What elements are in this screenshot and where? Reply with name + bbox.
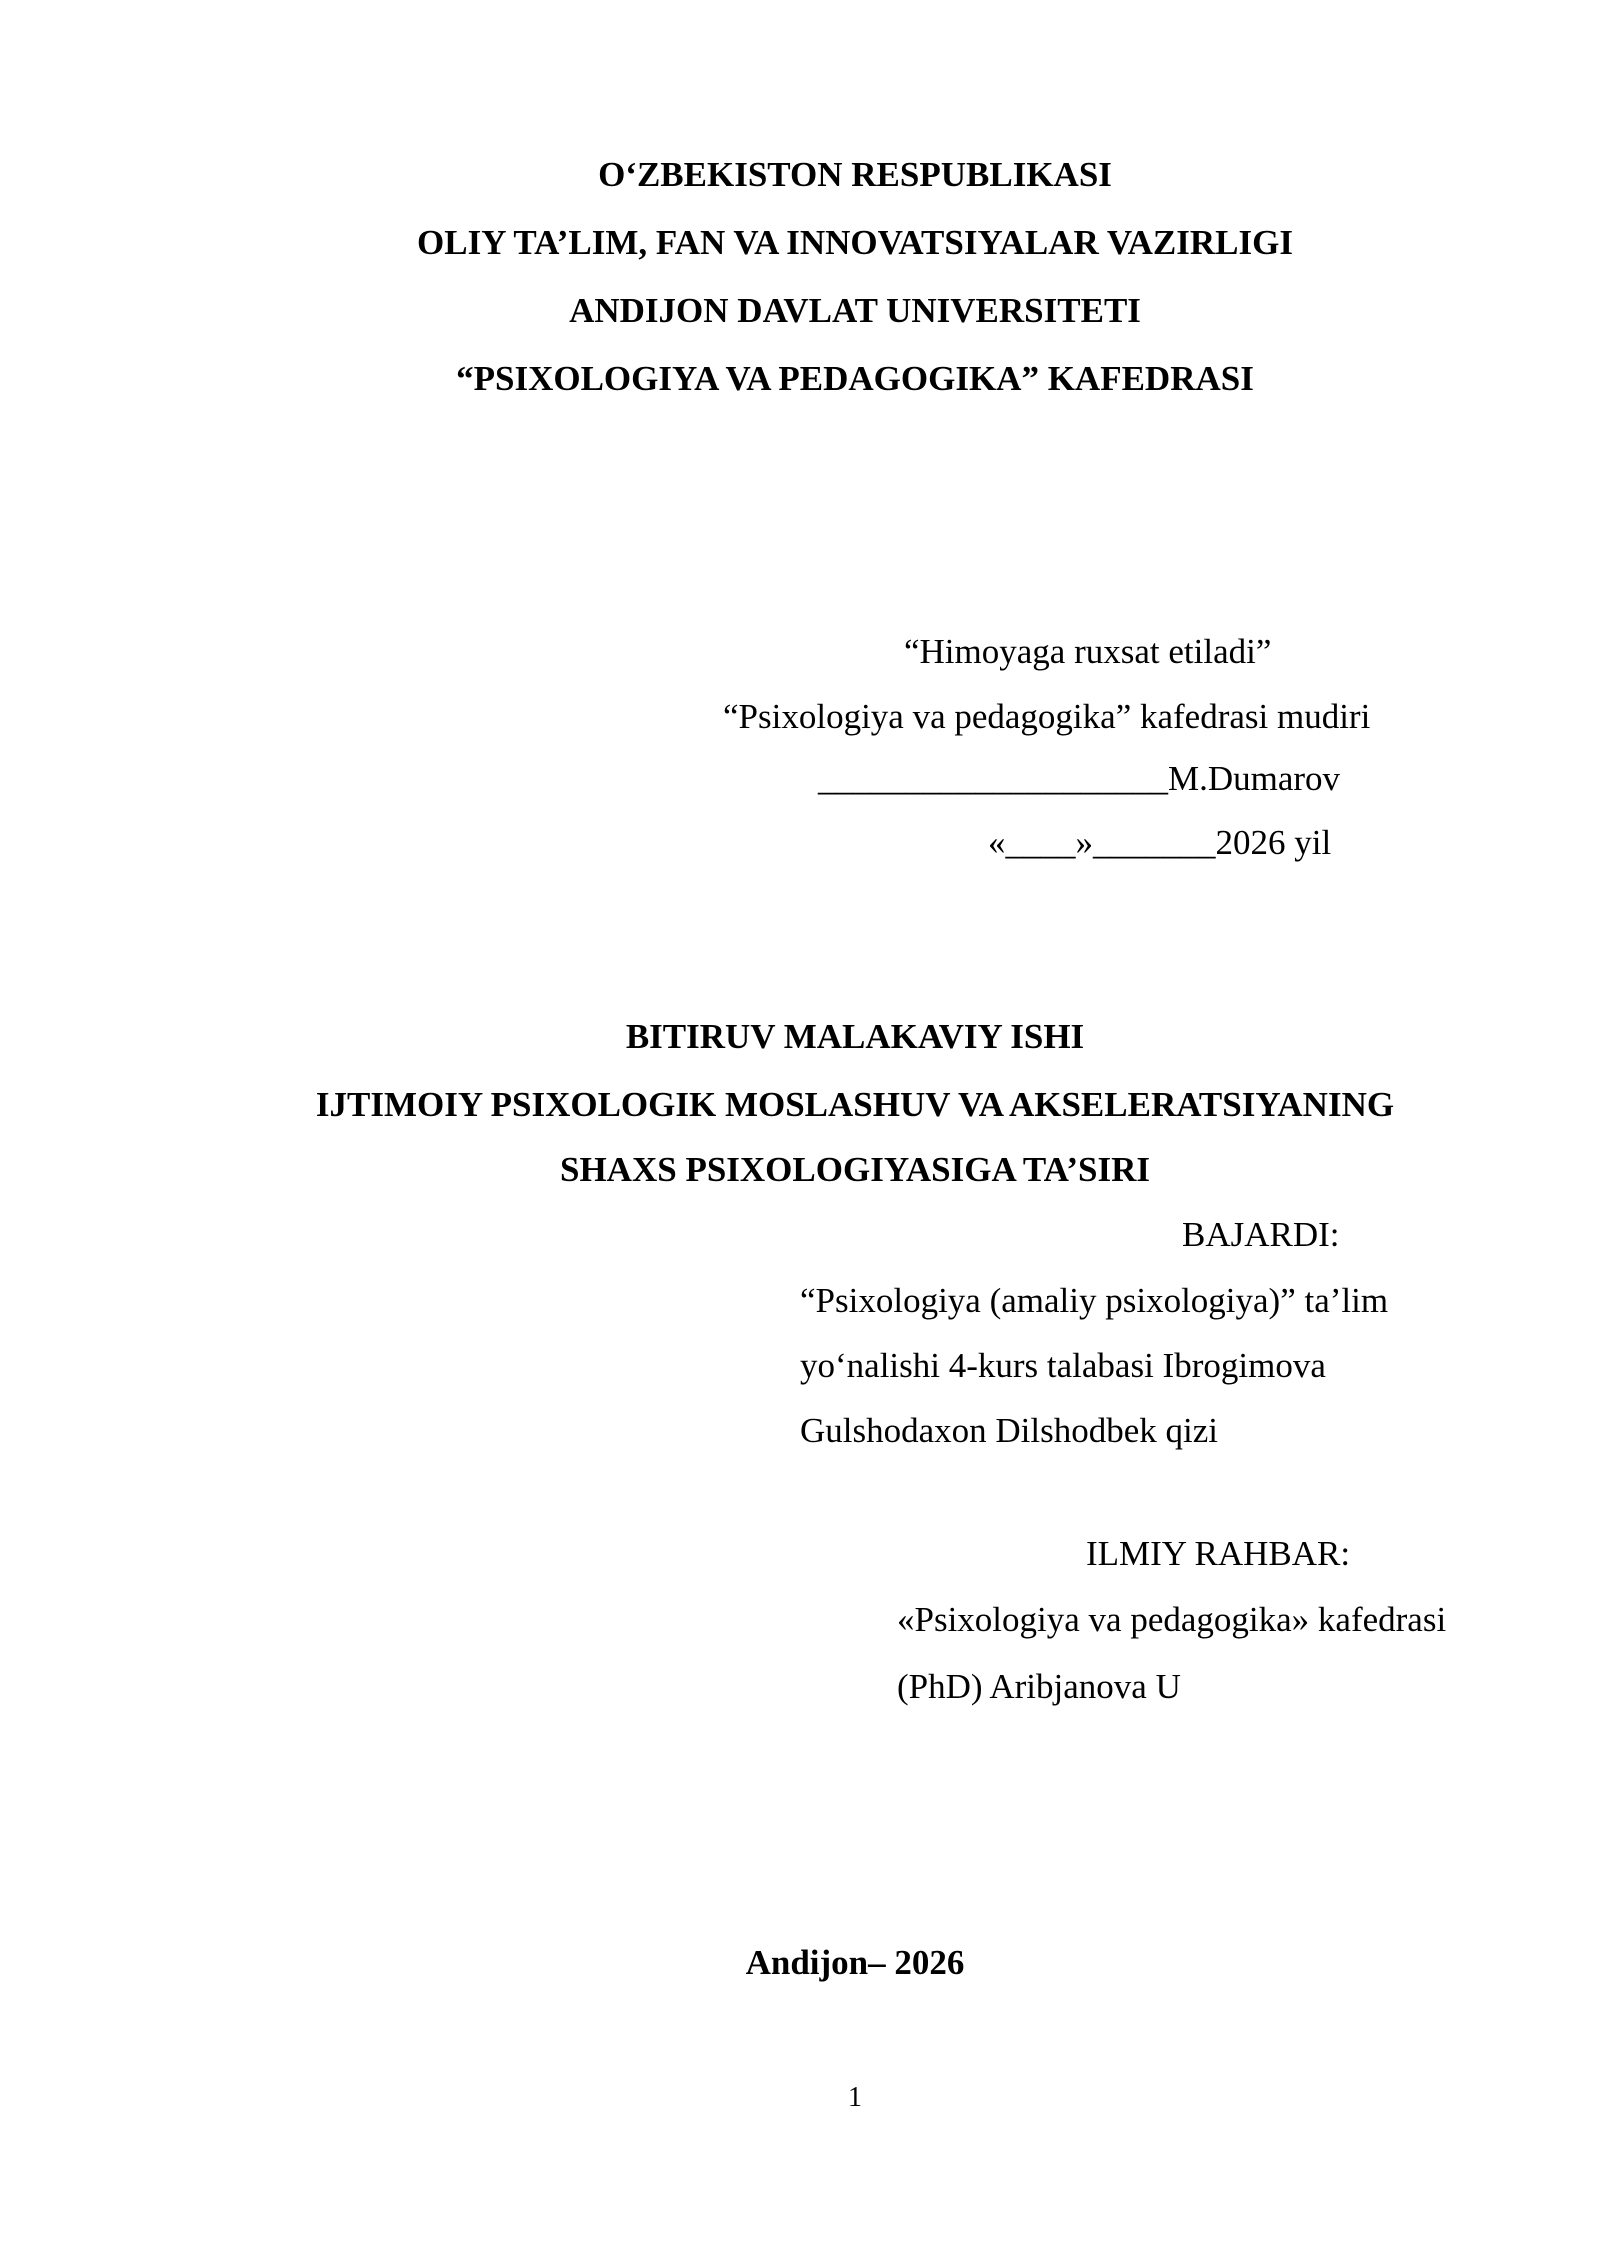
performer-line1: “Psixologiya (amaliy psixologiya)” ta’lim (800, 1281, 1389, 1320)
approval-signature-line: ____________________M.Dumarov (818, 759, 1341, 798)
thesis-type: BITIRUV MALAKAVIY ISHI (625, 1017, 1085, 1056)
approval-head-title: “Psixologiya va pedagogika” kafedrasi mudiri (723, 697, 1371, 736)
header-university: ANDIJON DAVLAT UNIVERSITETI (569, 291, 1141, 330)
header-ministry: OLIY TA’LIM, FAN VA INNOVATSIYALAR VAZIRLIGI (417, 223, 1293, 262)
header-country: O‘ZBEKISTON RESPUBLIKASI (598, 155, 1112, 194)
supervisor-label: ILMIY RAHBAR: (1086, 1534, 1351, 1573)
supervisor-line2: (PhD) Aribjanova U (897, 1667, 1181, 1706)
performer-line3: Gulshodaxon Dilshodbek qizi (800, 1411, 1219, 1450)
approval-permission: “Himoyaga ruxsat etiladi” (904, 632, 1272, 671)
header-department: “PSIXOLOGIYA VA PEDAGOGIKA” KAFEDRASI (456, 359, 1254, 398)
performer-line2: yo‘nalishi 4-kurs talabasi Ibrogimova (800, 1346, 1326, 1385)
page-number: 1 (848, 2082, 862, 2113)
thesis-title-line1: IJTIMOIY PSIXOLOGIK MOSLASHUV VA AKSELERATSIYANING (315, 1085, 1395, 1124)
approval-date-line: «____»_______2026 yil (988, 823, 1332, 862)
place-year: Andijon– 2026 (745, 1943, 965, 1982)
performer-label: BAJARDI: (1182, 1215, 1340, 1254)
supervisor-line1: «Psixologiya va pedagogika» kafedrasi (897, 1600, 1447, 1639)
thesis-title-line2: SHAXS PSIXOLOGIYASIGA TA’SIRI (559, 1150, 1150, 1189)
